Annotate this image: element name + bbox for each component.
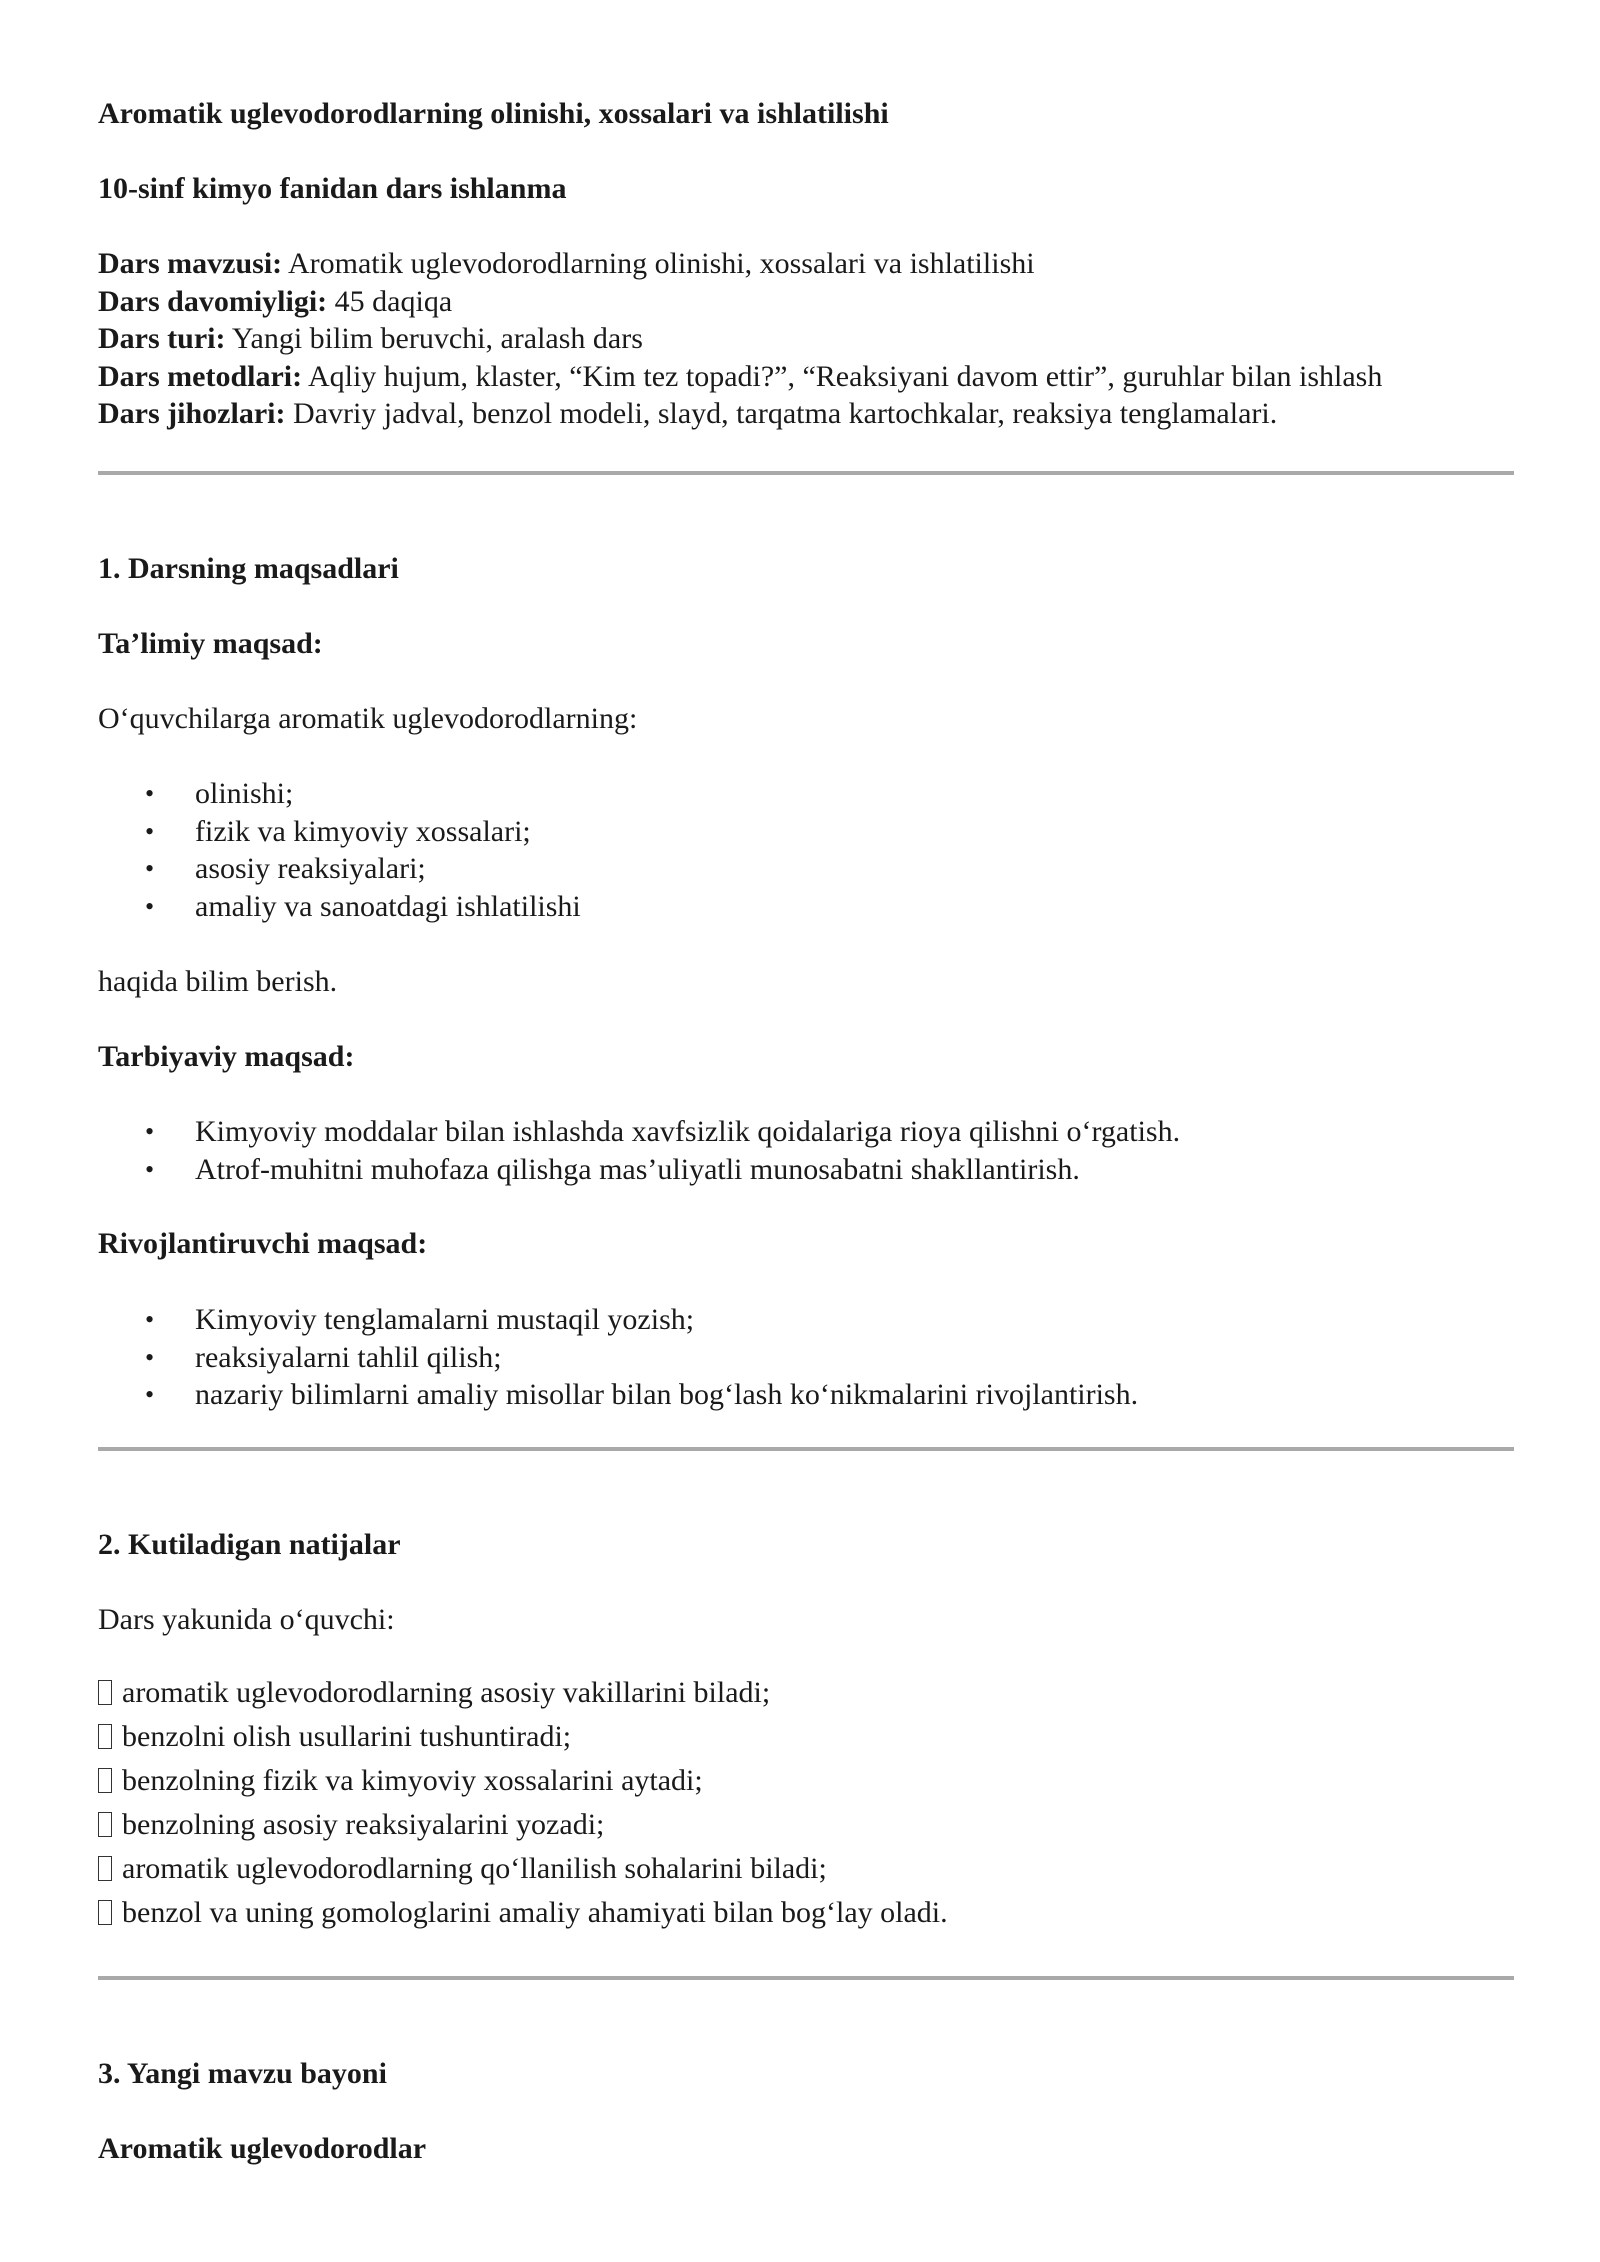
missing-glyph-box-icon	[98, 1680, 112, 1705]
list-item: • olinishi;	[98, 775, 1516, 813]
meta-label: Dars jihozlari:	[98, 397, 286, 430]
section-heading-new-topic: 3. Yangi mavzu bayoni	[98, 2057, 387, 2090]
horizontal-divider	[98, 471, 1514, 475]
missing-glyph-box-icon	[98, 1724, 112, 1749]
meta-label: Dars metodlari:	[98, 359, 303, 393]
developmental-goal-list	[98, 1301, 1516, 1414]
horizontal-divider	[98, 1976, 1514, 1980]
bullet-icon: •	[145, 1380, 155, 1409]
meta-label: Dars davomiyligi:	[98, 284, 328, 318]
list-item: • fizik va kimyoviy xossalari;	[98, 813, 1516, 851]
meta-duration	[98, 283, 1516, 321]
results-intro: Dars yakunida o‘quvchi:	[98, 1603, 395, 1636]
section-heading-results: 2. Kutiladigan natijalar	[98, 1528, 401, 1561]
document-subtitle: 10-sinf kimyo fanidan dars ishlanma	[98, 172, 567, 205]
upbringing-goal-list	[98, 1113, 1516, 1188]
list-item: benzol va uning gomologlarini amaliy ahamiyati bilan bog‘lay oladi.	[98, 1891, 1516, 1935]
meta-value: Aqliy hujum, klaster, “Kim tez topadi?”, “Reaksiyani davom ettir”, guruhlar bilan ishlash	[302, 359, 1383, 393]
meta-label: Dars mavzusi:	[98, 247, 283, 280]
list-item: • Atrof-muhitni muhofaza qilishga mas’uliyatli munosabatni shakllantirish.	[98, 1151, 1516, 1189]
bullet-icon: •	[145, 1305, 155, 1334]
missing-glyph-box-icon	[98, 1768, 112, 1793]
missing-glyph-box-icon	[98, 1900, 112, 1925]
lesson-meta	[98, 245, 1516, 433]
subheading-upbringing-goal: Tarbiyaviy maqsad:	[98, 1040, 355, 1073]
meta-value: Yangi bilim beruvchi, aralash dars	[225, 322, 643, 355]
bullet-icon: •	[145, 816, 155, 846]
list-item: aromatik uglevodorodlarning asosiy vakillarini biladi;	[98, 1671, 1516, 1715]
bullet-icon: •	[145, 1342, 155, 1372]
section-heading-goals: 1. Darsning maqsadlari	[98, 552, 399, 585]
meta-value: Aromatik uglevodorodlarning olinishi, xossalari va ishlatilishi	[282, 247, 1035, 280]
meta-label: Dars turi:	[98, 322, 226, 355]
meta-methods	[98, 358, 1516, 396]
meta-value: Davriy jadval, benzol modeli, slayd, tarqatma kartochkalar, reaksiya tenglamalari.	[285, 397, 1278, 430]
expected-results-list	[98, 1671, 1516, 1935]
list-item: benzolning fizik va kimyoviy xossalarini aytadi;	[98, 1759, 1516, 1803]
bullet-icon: •	[145, 891, 155, 921]
document-title: Aromatik uglevodorodlarning olinishi, xossalari va ishlatilishi	[98, 97, 889, 130]
educational-goal-list	[98, 775, 1516, 925]
horizontal-divider	[98, 1447, 1514, 1451]
bullet-icon: •	[145, 779, 155, 808]
list-item: • Kimyoviy moddalar bilan ishlashda xavfsizlik qoidalariga rioya qilishni o‘rgatish.	[98, 1113, 1516, 1151]
list-item: • reaksiyalarni tahlil qilish;	[98, 1339, 1516, 1377]
educational-goal-intro: O‘quvchilarga aromatik uglevodorodlarning:	[98, 702, 638, 735]
missing-glyph-box-icon	[98, 1812, 112, 1837]
list-item: • asosiy reaksiyalari;	[98, 850, 1516, 888]
bullet-icon: •	[145, 1154, 155, 1184]
list-item: benzolni olish usullarini tushuntiradi;	[98, 1715, 1516, 1759]
meta-type	[98, 320, 1516, 358]
meta-equipment	[98, 395, 1516, 433]
subheading-educational-goal: Ta’limiy maqsad:	[98, 627, 323, 660]
subheading-developmental-goal: Rivojlantiruvchi maqsad:	[98, 1227, 428, 1260]
meta-topic	[98, 245, 1516, 283]
list-item: • Kimyoviy tenglamalarni mustaqil yozish;	[98, 1301, 1516, 1339]
meta-value: 45 daqiqa	[327, 284, 453, 318]
list-item: aromatik uglevodorodlarning qo‘llanilish sohalarini biladi;	[98, 1847, 1516, 1891]
missing-glyph-box-icon	[98, 1856, 112, 1881]
subheading-aromatic-hydrocarbons: Aromatik uglevodorodlar	[98, 2132, 427, 2165]
educational-goal-outro: haqida bilim berish.	[98, 965, 338, 998]
bullet-icon: •	[145, 854, 155, 883]
bullet-icon: •	[145, 1117, 155, 1146]
list-item: • nazariy bilimlarni amaliy misollar bilan bog‘lash ko‘nikmalarini rivojlantirish.	[98, 1376, 1516, 1414]
list-item: • amaliy va sanoatdagi ishlatilishi	[98, 888, 1516, 926]
list-item: benzolning asosiy reaksiyalarini yozadi;	[98, 1803, 1516, 1847]
